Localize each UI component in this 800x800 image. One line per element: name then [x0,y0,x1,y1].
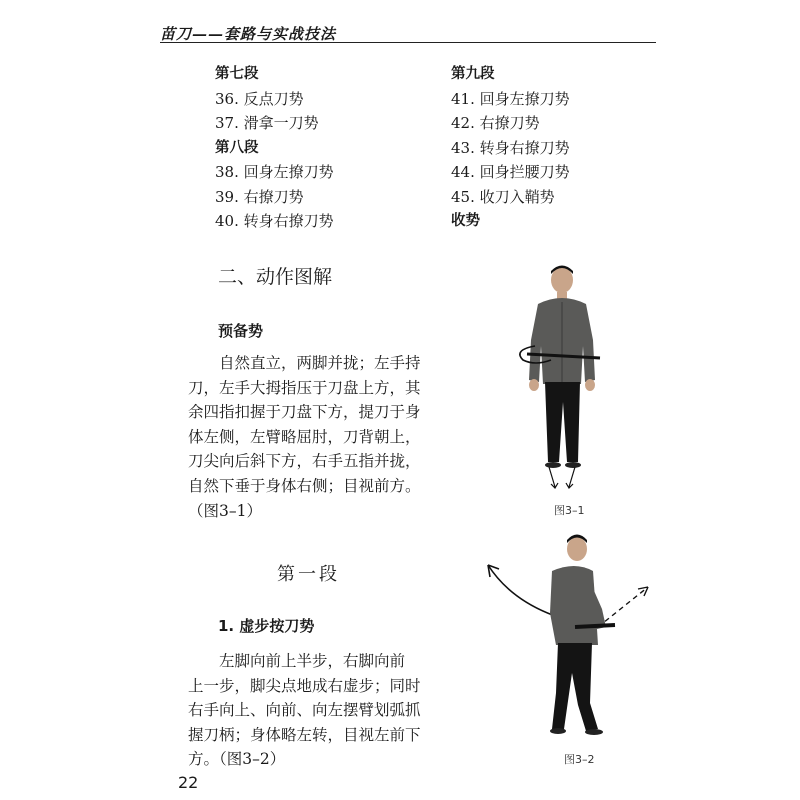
toc-item: 43. 转身右撩刀势 [451,138,570,157]
toc-item: 36. 反点刀势 [215,89,304,108]
toc-section-heading: 第九段 [451,66,495,82]
toc-section-heading: 收势 [451,213,480,229]
motion-arrow-icon [549,467,558,488]
prep-paragraph [188,351,421,523]
toc-left-column [215,62,334,234]
toc-section-heading: 第八段 [215,139,259,156]
figure-3-2-caption: 图3–2 [564,753,595,766]
paragraph-line: 上一步，脚尖点地成右虚步；同时 [188,676,421,695]
toc-item: 37. 滑拿一刀势 [215,114,319,132]
toc-section-heading: 第七段 [215,66,259,82]
paragraph-line: 刀尖向后斜下方，右手五指并拢， [188,452,421,471]
toc-item: 42. 右撩刀势 [451,114,540,132]
figure-3-2 [480,533,660,748]
move-one-title: 1. 虚步按刀势 [218,617,315,635]
paragraph-line: 余四指扣握于刀盘下方，提刀于身 [188,403,421,422]
toc-item: 44. 回身拦腰刀势 [451,163,570,181]
paragraph-line: 方。（图3–2） [188,750,286,769]
figure-3-1 [505,262,615,497]
figure-3-1-person [527,266,600,469]
paragraph-line: 自然直立，两脚并拢；左手持 [219,354,421,372]
page-number: 22 [178,773,199,792]
figure-3-2-person [550,535,615,736]
toc-right-column [451,62,570,234]
paragraph-line: 自然下垂于身体右侧；目视前方。 [188,476,421,495]
toc-item: 45. 收刀入鞘势 [451,187,555,206]
toc-item: 41. 回身左撩刀势 [451,89,570,108]
chapter-heading: 二、动作图解 [218,266,333,288]
paragraph-line: 体左侧，左臂略屈肘，刀背朝上， [188,427,421,446]
motion-arrow-icon [598,587,648,627]
move-one-paragraph [188,649,421,772]
paragraph-line: 左脚向前上半步，右脚向前 [219,652,406,670]
header-rule [160,42,656,43]
toc-item: 38. 回身左撩刀势 [215,163,334,181]
toc-item: 39. 右撩刀势 [215,187,304,206]
toc-item: 40. 转身右撩刀势 [215,212,334,230]
motion-arrow-icon [566,467,575,488]
paragraph-line: （图3–1） [188,501,262,520]
figure-3-1-caption: 图3–1 [554,504,585,517]
section-one-title: 第一段 [277,564,340,585]
paragraph-line: 右手向上、向前、向左摆臂划弧抓 [188,701,421,720]
paragraph-line: 刀，左手大拇指压于刀盘上方，其 [188,378,421,397]
paragraph-line: 握刀柄；身体略左转，目视左前下 [188,725,421,744]
running-head: 苗刀——套路与实战技法 [160,25,337,43]
prep-title: 预备势 [218,322,264,340]
